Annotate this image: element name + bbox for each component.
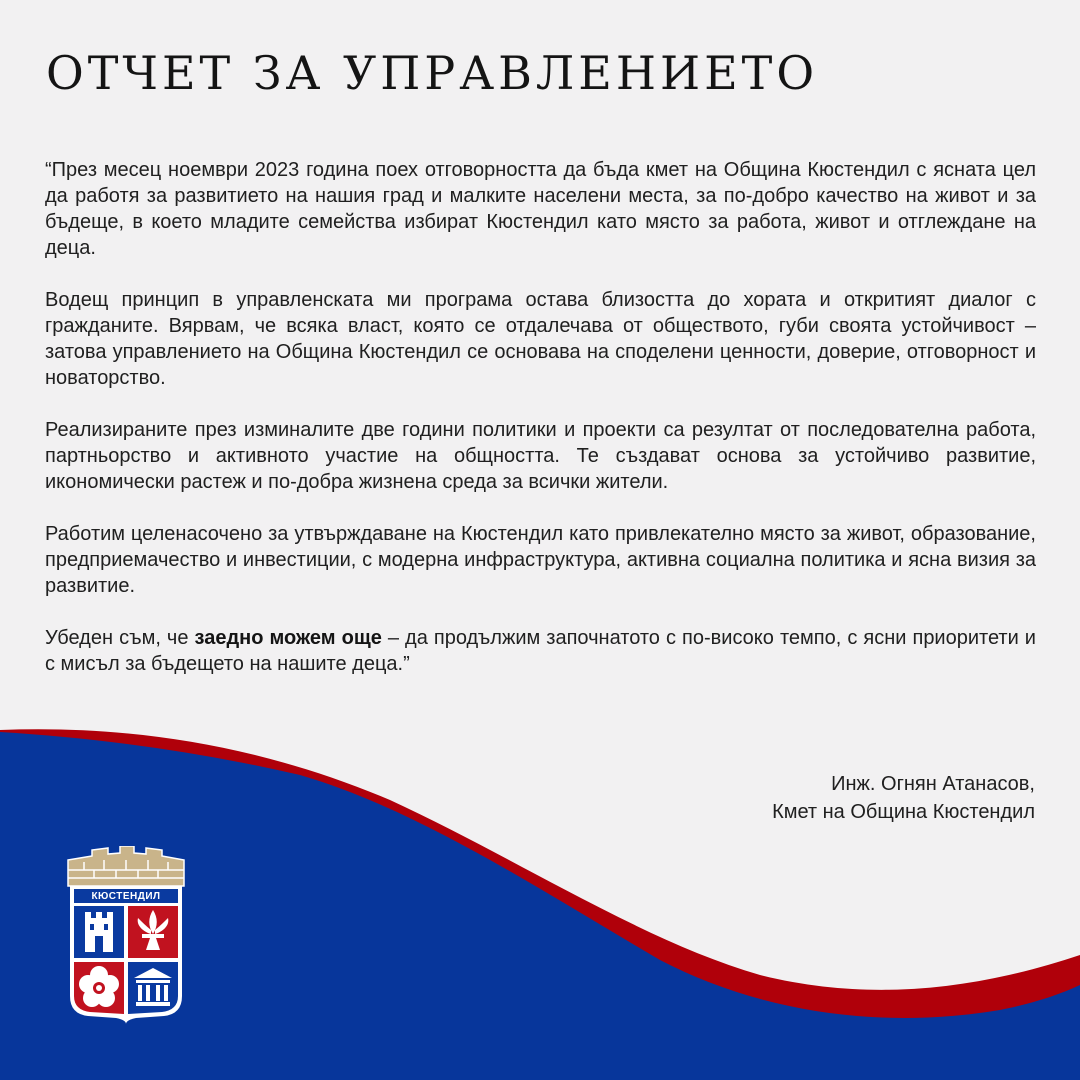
signature-name: Инж. Огнян Атанасов, — [831, 773, 1035, 795]
statement-paragraph-3: Реализираните през изминалите две години политики и проекти са резултат от последователна работа, партньорство и активното участие на общността. Те създават основа за устойчиво развитие, икономически растеж и по-добра жизнена среда за всички жители. — [45, 419, 1036, 493]
paragraph-5-end: – да продължим започнатото с по-високо темпо, с ясни приоритети и с мисъл за бъдещето на нашите деца.” — [45, 627, 1036, 675]
signature-position: Кмет на Община Кюстендил — [772, 801, 1035, 823]
statement-paragraph-1: “През месец ноември 2023 година поех отговорността да бъда кмет на Община Кюстендил с ясната цел да работя за развитието на нашия град и малките населени места, за по-добро качество на живот и за бъдеще, в което младите семейства избират Кюстендил като място за работа, живот и отглеждане на деца. — [45, 159, 1036, 259]
castle-wall-icon — [68, 846, 184, 886]
crest-label: КЮСТЕНДИЛ — [91, 891, 161, 902]
signature-block — [772, 770, 1035, 826]
statement-paragraph-2: Водещ принцип в управленската ми програма остава близостта до хората и откритият диалог с гражданите. Вярвам, че всяка власт, която се отдалечава от обществото, губи своята устойчивост – затова управлението на Община Кюстендил се основава на споделени ценности, доверие, отговорност и новаторство. — [45, 289, 1036, 389]
statement-paragraph-4: Работим целенасочено за утвърждаване на Кюстендил като привлекателно място за живот, образование, предприемачество и инвестиции, с модерна инфраструктура, активна социална политика и ясна визия за развитие. — [45, 523, 1036, 597]
page-title: ОТЧЕТ ЗА УПРАВЛЕНИЕТО — [46, 46, 819, 100]
tower-icon — [85, 912, 113, 952]
municipality-crest-icon — [64, 846, 188, 1024]
paragraph-5-start: Убеден съм, че — [45, 627, 195, 649]
paragraph-5-emphasis: заедно можем още — [194, 627, 382, 649]
